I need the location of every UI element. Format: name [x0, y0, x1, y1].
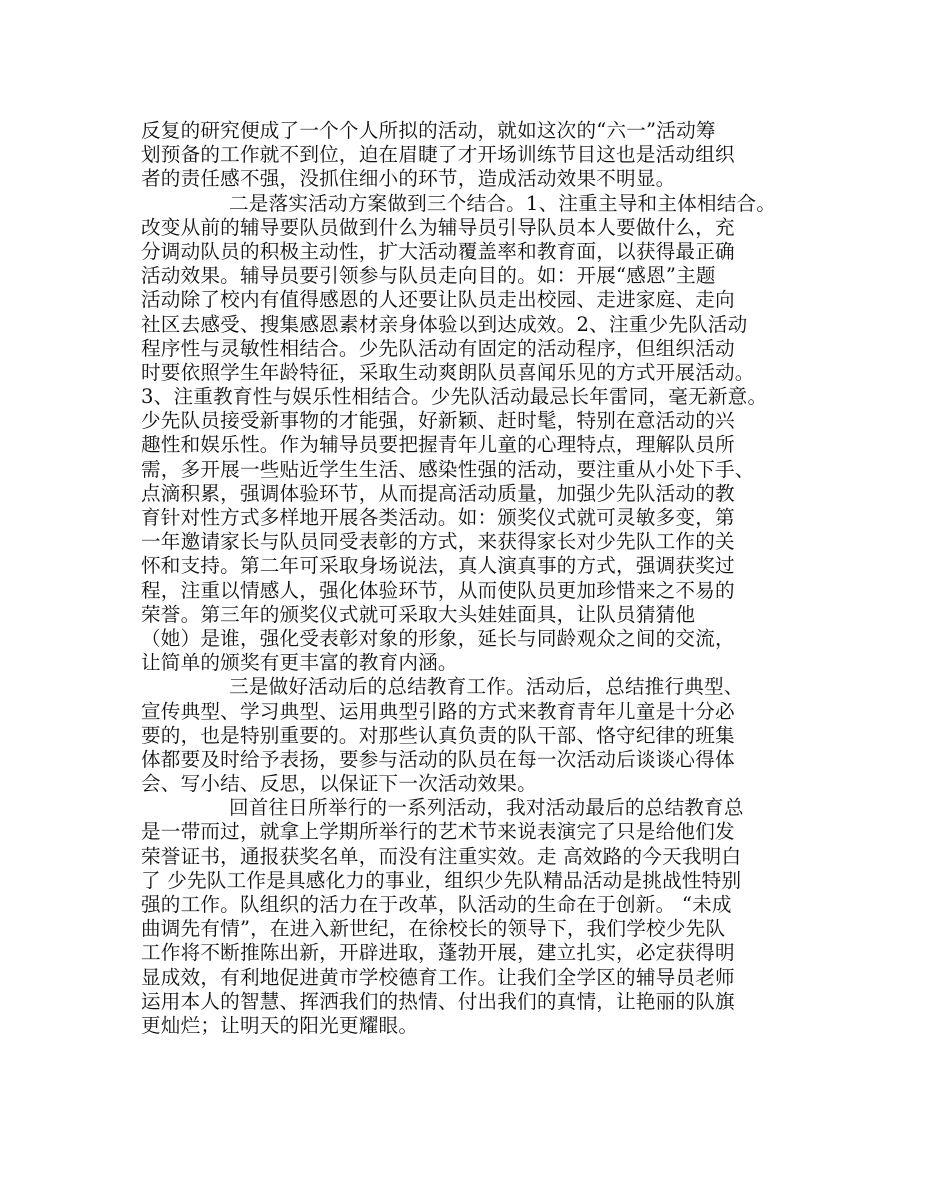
text-line: 显成效，有利地促进黄市学校德育工作。让我们全学区的辅导员老师 [141, 965, 735, 989]
text-line: 改变从前的辅导要队员做到什么为辅导员引导队员本人要做什么，充 [141, 215, 735, 239]
text-line: 趣性和娱乐性。作为辅导员要把握青年儿童的心理特点，理解队员所 [141, 433, 735, 457]
text-line: 划预备的工作就不到位，迫在眉睫了才开场训练节目这也是活动组织 [141, 143, 735, 167]
text-line: 了 少先队工作是具感化力的事业，组织少先队精品活动是挑战性特别 [141, 868, 742, 892]
text-line: 更灿烂；让明天的阳光更耀眼。 [141, 1013, 419, 1037]
text-line: 少先队员接受新事物的才能强，好新颖、赶时髦，特别在意活动的兴 [141, 409, 735, 433]
text-line: 点滴积累，强调体验环节，从而提高活动质量，加强少先队活动的教 [141, 481, 735, 505]
text-line: 者的责任感不强，没抓住细小的环节，造成活动效果不明显。 [141, 167, 676, 191]
text-line: 工作将不断推陈出新，开辟进取，蓬勃开展，建立扎实，必定获得明 [141, 941, 735, 965]
text-line: 三是做好活动后的总结教育工作。活动后，总结推行典型、 [229, 675, 744, 699]
text-line: （她）是谁，强化受表彰对象的形象，延长与同龄观众之间的交流， [141, 626, 735, 650]
text-line: 曲调先有情”，在进入新世纪，在徐校长的领导下，我们学校少先队 [141, 917, 726, 941]
text-line: 荣誉。第三年的颁奖仪式就可采取大头娃娃面具，让队员猜猜他 [141, 602, 696, 626]
text-line: 宣传典型、学习典型、运用典型引路的方式来教育青年儿童是十分必 [141, 699, 735, 723]
text-line: 社区去感受、搜集感恩素材亲身体验以到达成效。2、注重少先队活动 [141, 312, 748, 336]
text-line: 要的，也是特别重要的。对那些认真负责的队干部、恪守纪律的班集 [141, 723, 735, 747]
text-line: 育针对性方式多样地开展各类活动。如：颁奖仪式就可灵敏多变，第 [141, 506, 735, 529]
text-line: 分调动队员的积极主动性，扩大活动覆盖率和教育面，以获得最正确 [141, 239, 735, 263]
text-line: 一年邀请家长与队员同受表彰的方式，来获得家长对少先队工作的关 [141, 530, 735, 554]
text-line: 强的工作。队组织的活力在于改革，队活动的生命在于创新。 “未成 [141, 893, 732, 916]
text-line: 反复的研究便成了一个个人所拟的活动，就如这次的“六一”活动筹 [141, 119, 716, 142]
text-line: 3、注重教育性与娱乐性相结合。少先队活动最忌长年雷同，毫无新意。 [141, 385, 768, 409]
text-line: 会、写小结、反思，以保证下一次活动效果。 [141, 772, 537, 796]
text-line: 是一带而过，就拿上学期所举行的艺术节来说表演完了只是给他们发 [141, 820, 735, 844]
text-line: 荣誉证书，通报获奖名单，而没有注重实效。走 高效路的今天我明白 [141, 844, 742, 868]
text-line: 体都要及时给予表扬，要参与活动的队员在每一次活动后谈谈心得体 [141, 747, 735, 771]
text-line: 活动除了校内有值得感恩的人还要让队员走出校园、走进家庭、走向 [141, 288, 735, 312]
text-line: 回首往日所举行的一系列活动，我对活动最后的总结教育总 [229, 796, 744, 820]
text-line: 怀和支持。第二年可采取身场说法，真人演真事的方式，强调获奖过 [141, 554, 735, 578]
text-line: 二是落实活动方案做到三个结合。1、注重主导和主体相结合。 [229, 191, 777, 215]
text-line: 程序性与灵敏性相结合。少先队活动有固定的活动程序，但组织活动 [141, 336, 735, 360]
text-line: 活动效果。辅导员要引领参与队员走向目的。如：开展“感恩”主题 [141, 264, 716, 288]
text-line: 需，多开展一些贴近学生生活、感染性强的活动，要注重从小处下手、 [141, 457, 755, 481]
text-line: 运用本人的智慧、挥洒我们的热情、付出我们的真情，让艳丽的队旗 [141, 989, 735, 1013]
body-text [141, 119, 831, 1038]
text-line: 让简单的颁奖有更丰富的教育内涵。 [141, 651, 458, 675]
text-line: 时要依照学生年龄特征，采取生动爽朗队员喜闻乐见的方式开展活动。 [141, 360, 755, 384]
text-line: 程，注重以情感人，强化体验环节，从而使队员更加珍惜来之不易的 [141, 578, 735, 602]
